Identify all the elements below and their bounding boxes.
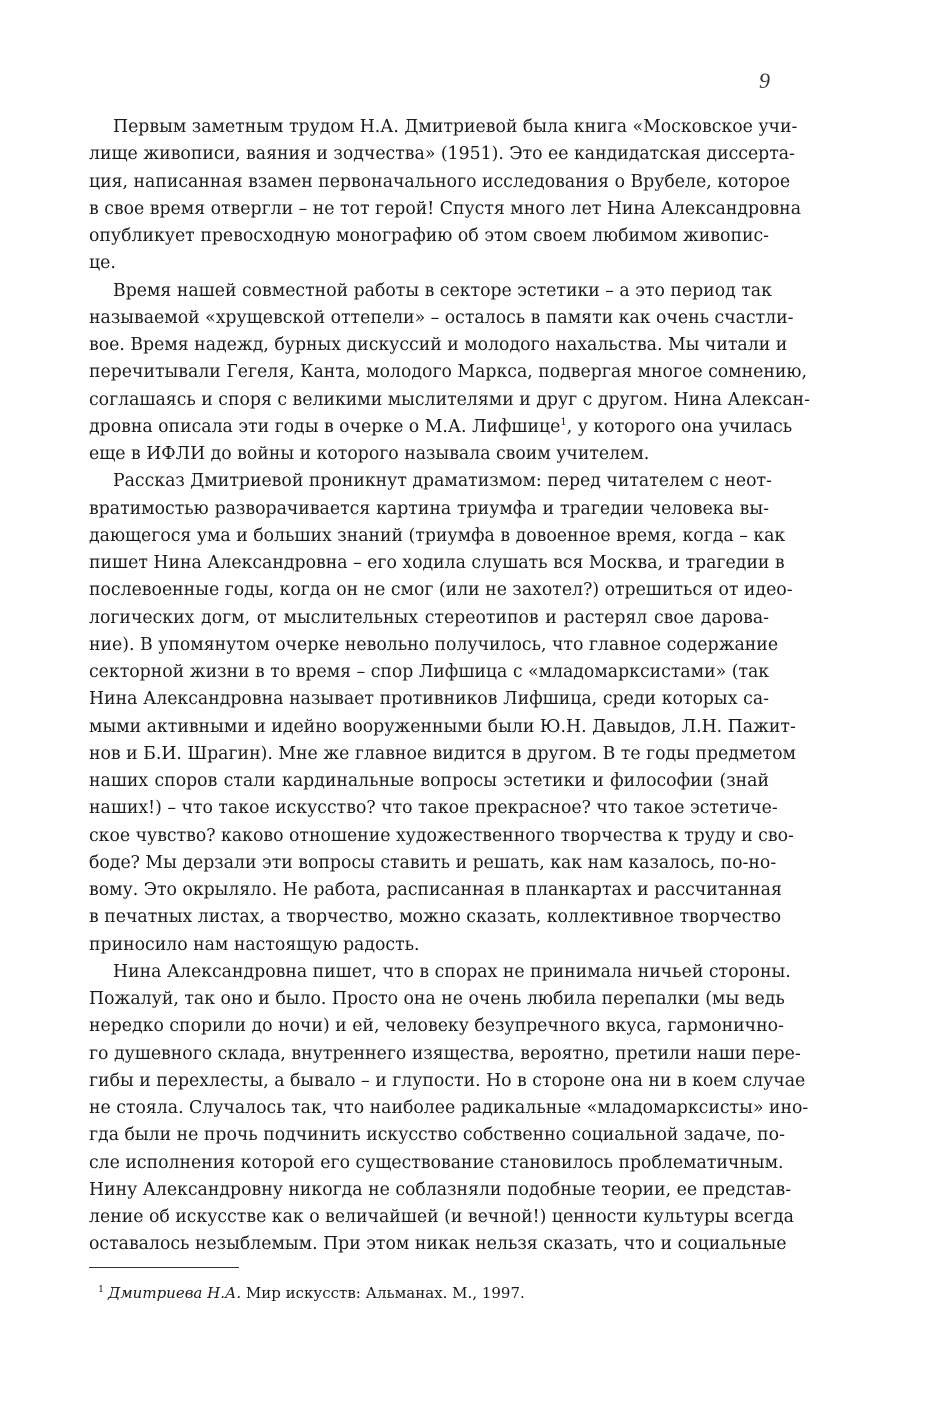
- text-line: Рассказ Дмитриевой проникнут драматизмом: перед читателем с неот-: [113, 471, 772, 492]
- text-line: вому. Это окрыляло. Не работа, расписанная в планкартах и рассчитанная: [89, 880, 782, 900]
- text-line: соглашаясь и споря с великими мыслителями и друг с другом. Нина Алексан-: [89, 389, 810, 410]
- text-line: Время нашей совместной работы в секторе эстетики – а это период так: [113, 280, 772, 301]
- text-line: ние). В упомянутом очерке невольно получилось, что главное содержание: [89, 634, 779, 655]
- text-line: наших!) – что такое искусство? что такое прекрасное? что такое эстетиче-: [89, 798, 778, 819]
- text-line: в свое время отвергли – не тот герой! Спустя много лет Нина Александровна: [89, 198, 801, 219]
- text-line: секторной жизни в то время – спор Лифшица с «младомарксистами» (так: [89, 662, 770, 682]
- text-line: не стояла. Случалось так, что наиболее радикальные «младомарксисты» ино-: [89, 1098, 809, 1118]
- footnote: [98, 1282, 525, 1304]
- text-line: ция, написанная взамен первоначального исследования о Врубеле, которое: [89, 171, 791, 192]
- text-line: го душевного склада, внутреннего изящества, вероятно, претили наши пере-: [89, 1043, 801, 1064]
- paragraph: [89, 114, 801, 278]
- page-number: 9: [759, 68, 770, 93]
- text-line: вое. Время надежд, бурных дискуссий и молодого нахальства. Мы читали и: [89, 335, 788, 355]
- text-line: нов и Б.И. Шрагин). Мне же главное видится в другом. В те годы предметом: [89, 743, 796, 764]
- text-line: Нина Александровна пишет, что в спорах не принимала ничьей стороны.: [113, 961, 791, 982]
- text-line-with-footnote-ref: [89, 414, 793, 441]
- text-line: ское чувство? каково отношение художественного творчества к труду и сво-: [89, 825, 794, 846]
- text-line: приносило нам настоящую радость.: [89, 934, 420, 955]
- text-line: Пожалуй, так оно и было. Просто она не очень любила перепалки (мы ведь: [89, 989, 785, 1009]
- text-line: Нина Александровна называет противников Лифшица, среди которых са-: [89, 689, 769, 710]
- text-line: вратимостью разворачивается картина триумфа и трагедии человека вы-: [89, 498, 769, 519]
- text-line: нередко спорили до ночи) и ей, человеку безупречного вкуса, гармонично-: [89, 1016, 784, 1037]
- text-line: боде? Мы дерзали эти вопросы ставить и решать, как нам казалось, по-но-: [89, 852, 777, 873]
- line-text-tail: , у которого она училась: [566, 416, 793, 437]
- text-line: называемой «хрущевской оттепели» – осталось в памяти как очень счастли-: [89, 307, 794, 328]
- text-line: логических догм, от мыслительных стереотипов и растерял свое дарова-: [89, 607, 769, 628]
- text-line: гда были не прочь подчинить искусство собственно социальной задаче, по-: [89, 1125, 785, 1146]
- text-line: мыми активными и идейно вооруженными были Ю.Н. Давыдов, Л.Н. Пажит-: [89, 716, 796, 737]
- text-line: наших споров стали кардинальные вопросы эстетики и философии (знай: [89, 771, 769, 791]
- text-line: Нину Александровну никогда не соблазняли подобные теории, ее представ-: [89, 1179, 792, 1200]
- text-line: це.: [89, 253, 116, 274]
- footnote-reference[interactable]: 1: [560, 416, 567, 428]
- text-line: дающегося ума и больших знаний (триумфа в довоенное время, когда – как: [89, 525, 786, 546]
- line-text: дровна описала эти годы в очерке о М.А. Лифшице: [89, 416, 561, 437]
- text-line: перечитывали Гегеля, Канта, молодого Маркса, подвергая многое сомнению,: [89, 362, 807, 383]
- text-line: опубликует превосходную монографию об этом своем любимом живопис-: [89, 226, 769, 246]
- footnote-divider: [89, 1267, 239, 1268]
- footnote-author: Дмитриева Н.А.: [108, 1284, 242, 1302]
- text-line: еще в ИФЛИ до войны и которого называла своим учителем.: [89, 444, 650, 464]
- paragraph: [89, 468, 796, 959]
- text-line: лище живописи, ваяния и зодчества» (1951). Это ее кандидатская диссерта-: [89, 144, 795, 165]
- paragraph: [89, 278, 810, 469]
- text-line: послевоенные годы, когда он не смог (или не захотел?) отрешиться от идео-: [89, 580, 793, 601]
- text-line: пишет Нина Александровна – его ходила слушать вся Москва, и трагедии в: [89, 553, 785, 573]
- text-line: оставалось незыблемым. При этом никак нельзя сказать, что и социальные: [89, 1234, 787, 1255]
- footnote-text: Мир искусств: Альманах. М., 1997.: [241, 1284, 525, 1302]
- text-line: сле исполнения которой его существование становилось проблематичным.: [89, 1152, 784, 1173]
- text-line: Первым заметным трудом Н.А. Дмитриевой была книга «Московское учи-: [113, 117, 798, 137]
- text-line: в печатных листах, а творчество, можно сказать, коллективное творчество: [89, 907, 782, 928]
- body-text: [89, 114, 810, 1259]
- paragraph: [89, 959, 809, 1259]
- text-line: гибы и перехлесты, а бывало – и глупости. Но в стороне она ни в коем случае: [89, 1070, 806, 1091]
- footnote-marker: 1: [98, 1284, 105, 1295]
- text-line: ление об искусстве как о величайшей (и вечной!) ценности культуры всегда: [89, 1207, 794, 1227]
